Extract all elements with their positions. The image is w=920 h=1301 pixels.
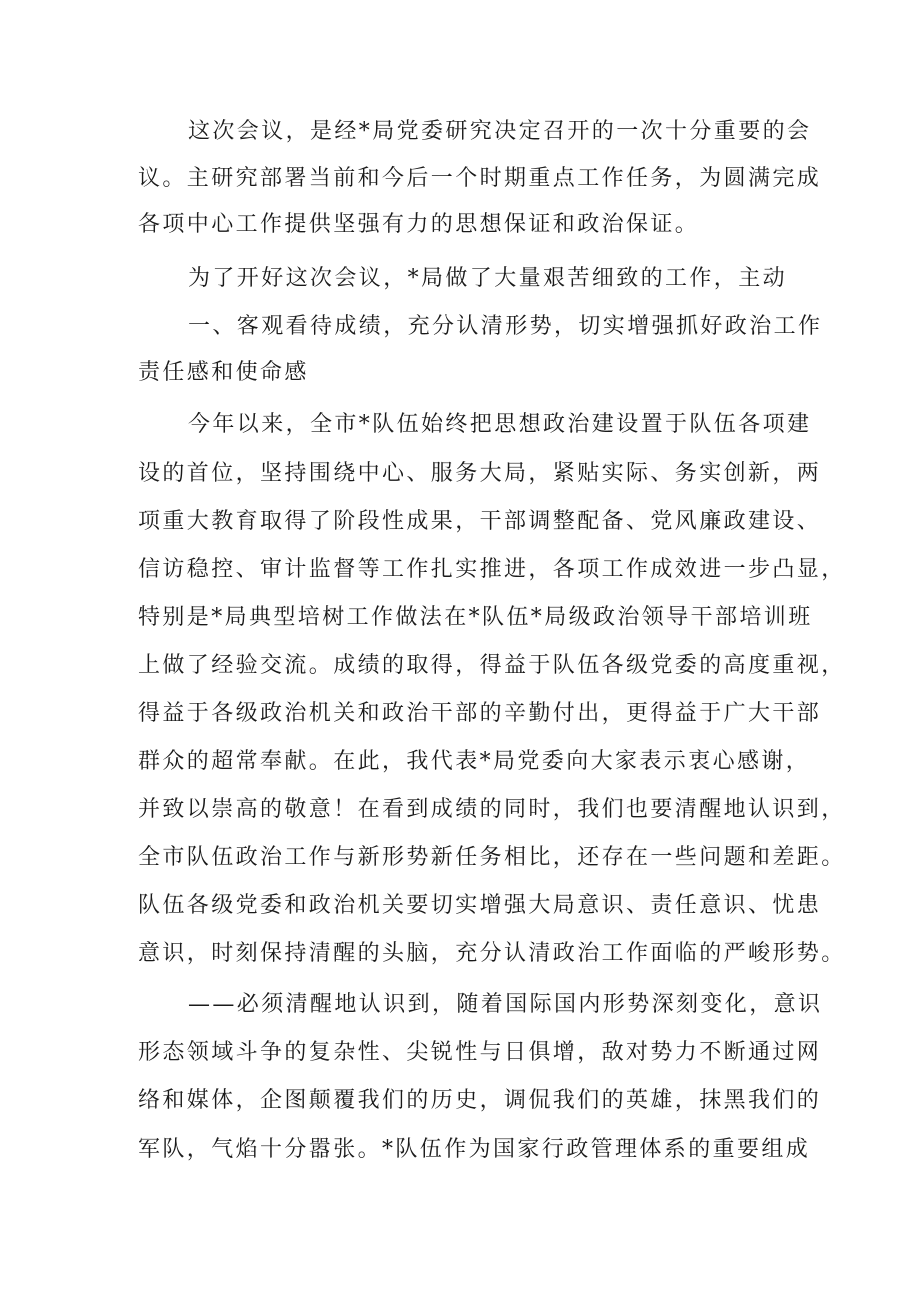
paragraph-line: 今年以来，全市*队伍始终把思想政治建设置于队伍各项建 xyxy=(188,412,812,437)
paragraph-line: 得益于各级政治机关和政治干部的辛勤付出，更得益于广大干部 xyxy=(138,701,822,726)
paragraph-line: ——必须清醒地认识到，随着国际国内形势深刻变化，意识 xyxy=(188,992,823,1017)
paragraph-line: 议。主研究部署当前和今后一个时期重点工作任务，为圆满完成 xyxy=(138,166,822,191)
paragraph-line: 军队，气焰十分嚣张。*队伍作为国家行政管理体系的重要组成 xyxy=(138,1137,811,1162)
paragraph-line: 队伍各级党委和政治机关要切实增强大局意识、责任意识、忧患 xyxy=(138,893,822,918)
section-heading-line: 一、客观看待成绩，充分认清形势，切实增强抓好政治工作 xyxy=(188,314,823,339)
paragraph-line: 意识，时刻保持清醒的头脑，充分认清政治工作面临的严峻形势。 xyxy=(138,941,846,966)
paragraph-line: 信访稳控、审计监督等工作扎实推进，各项工作成效进一步凸显， xyxy=(138,557,846,582)
paragraph-line: 为了开好这次会议，*局做了大量艰苦细致的工作，主动 xyxy=(188,266,788,291)
paragraph-line: 并致以崇高的敬意！在看到成绩的同时，我们也要清醒地认识到， xyxy=(138,797,846,822)
paragraph-line: 这次会议，是经*局党委研究决定召开的一次十分重要的会 xyxy=(188,119,812,144)
section-heading-line: 责任感和使命感 xyxy=(138,360,309,385)
paragraph-line: 全市队伍政治工作与新形势新任务相比，还存在一些问题和差距。 xyxy=(138,845,846,870)
paragraph-line: 形态领域斗争的复杂性、尖锐性与日俱增，敌对势力不断通过网 xyxy=(138,1040,822,1065)
paragraph-line: 设的首位，坚持围绕中心、服务大局，紧贴实际、务实创新，两 xyxy=(138,461,822,486)
paragraph-line: 络和媒体，企图颠覆我们的历史，调侃我们的英雄，抹黑我们的 xyxy=(138,1088,822,1113)
paragraph-line: 上做了经验交流。成绩的取得，得益于队伍各级党委的高度重视， xyxy=(138,653,846,678)
paragraph-line: 特别是*局典型培树工作做法在*队伍*局级政治领导干部培训班 xyxy=(138,605,813,630)
paragraph-line: 各项中心工作提供坚强有力的思想保证和政治保证。 xyxy=(138,212,700,237)
paragraph-line: 项重大教育取得了阶段性成果，干部调整配备、党风廉政建设、 xyxy=(138,509,822,534)
paragraph-line: 群众的超常奉献。在此，我代表*局党委向大家表示衷心感谢， xyxy=(138,749,811,774)
